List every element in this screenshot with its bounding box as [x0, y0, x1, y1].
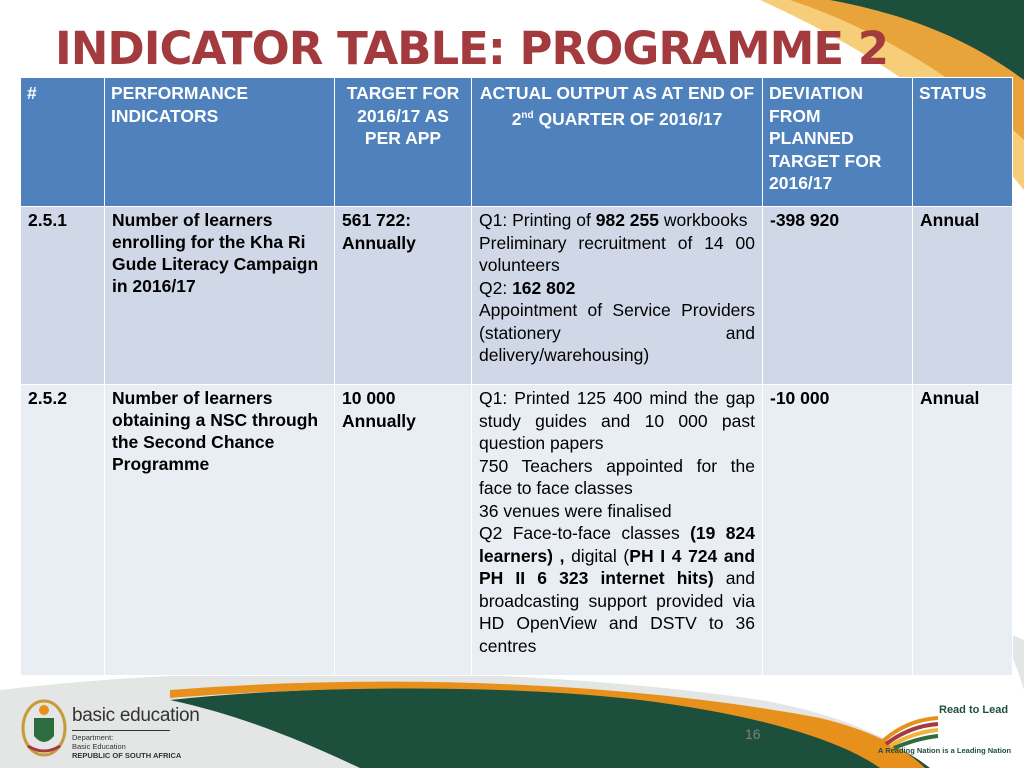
row-actual-output — [472, 385, 763, 676]
header-actual-output — [472, 78, 763, 207]
campaign-tagline: A Reading Nation is a Leading Nation — [878, 746, 1012, 755]
output-q2-digital: digital ( — [564, 545, 630, 566]
dept-line-1: Department: — [72, 733, 114, 742]
department-logo — [72, 705, 200, 760]
header-deviation: DEVIATION FROM PLANNED TARGET FOR 2016/17 — [763, 78, 913, 207]
output-q1: Q1: Printed 125 400 mind the gap study guides and 10 000 past question papers — [479, 388, 755, 453]
output-preliminary: Preliminary recruitment of 14 00 volunteers — [479, 232, 755, 275]
output-q2-hits: PH I 4 724 and PH II 6 323 internet hits) — [479, 545, 756, 588]
output-q2 — [479, 277, 755, 300]
row-status: Annual — [913, 207, 1013, 385]
header-output-sup: nd — [521, 109, 534, 121]
output-q1-text: Q1: Printing of — [479, 210, 596, 230]
output-q2-text: Q2 Face-to-face classes — [479, 523, 691, 543]
output-q1 — [479, 209, 755, 232]
header-status: STATUS — [913, 78, 1013, 207]
row-indicator: Number of learners obtaining a NSC through the Second Chance Programme — [105, 385, 335, 676]
page-number: 16 — [745, 726, 761, 742]
target-frequency: Annually — [342, 232, 416, 253]
output-q1-suffix: workbooks — [659, 210, 748, 230]
target-value: 10 000 — [342, 388, 396, 408]
page-title: INDICATOR TABLE: PROGRAMME 2 — [55, 22, 889, 75]
table-row — [21, 207, 1013, 385]
org-name: basic education — [72, 705, 200, 726]
table-header-row — [21, 78, 1013, 207]
header-output-post: QUARTER OF 2016/17 — [533, 108, 723, 129]
indicator-table — [20, 77, 1013, 676]
output-q2 — [479, 522, 755, 657]
output-q2-learners: (19 824 learners) , — [479, 523, 755, 566]
dept-line-3: REPUBLIC OF SOUTH AFRICA — [72, 751, 182, 760]
campaign-title: Read to Lead — [939, 704, 1009, 716]
table-row — [21, 385, 1013, 676]
output-q2-broadcast: and broadcasting support provided via HD OpenView and DSTV to 36 centres — [479, 568, 756, 656]
coat-of-arms-icon — [20, 698, 68, 758]
row-number: 2.5.2 — [21, 385, 105, 676]
target-frequency: Annually — [342, 410, 416, 431]
row-actual-output — [472, 207, 763, 385]
row-deviation: -398 920 — [763, 207, 913, 385]
output-teachers: 750 Teachers appointed for the face to face classes — [479, 455, 755, 498]
header-output-pre: ACTUAL OUTPUT AS AT END OF 2 — [479, 83, 755, 129]
output-venues: 36 venues were finalised — [479, 500, 672, 521]
row-deviation: -10 000 — [763, 385, 913, 676]
row-number: 2.5.1 — [21, 207, 105, 385]
row-status: Annual — [913, 385, 1013, 676]
output-q2-text: Q2: — [479, 277, 513, 298]
output-appointment: Appointment of Service Providers (stationery and delivery/warehousing) — [479, 300, 755, 365]
row-target — [335, 207, 472, 385]
header-target: TARGET FOR 2016/17 AS PER APP — [335, 78, 472, 207]
row-indicator: Number of learners enrolling for the Kha Ri Gude Literacy Campaign in 2016/17 — [105, 207, 335, 385]
row-target — [335, 385, 472, 676]
header-performance-indicators: PERFORMANCE INDICATORS — [105, 78, 335, 207]
target-value: 561 722: — [342, 210, 412, 230]
header-number: # — [21, 78, 105, 207]
dept-line-2: Basic Education — [72, 742, 126, 751]
output-q2-value: 162 802 — [512, 277, 576, 298]
output-q1-value: 982 255 — [595, 210, 659, 230]
